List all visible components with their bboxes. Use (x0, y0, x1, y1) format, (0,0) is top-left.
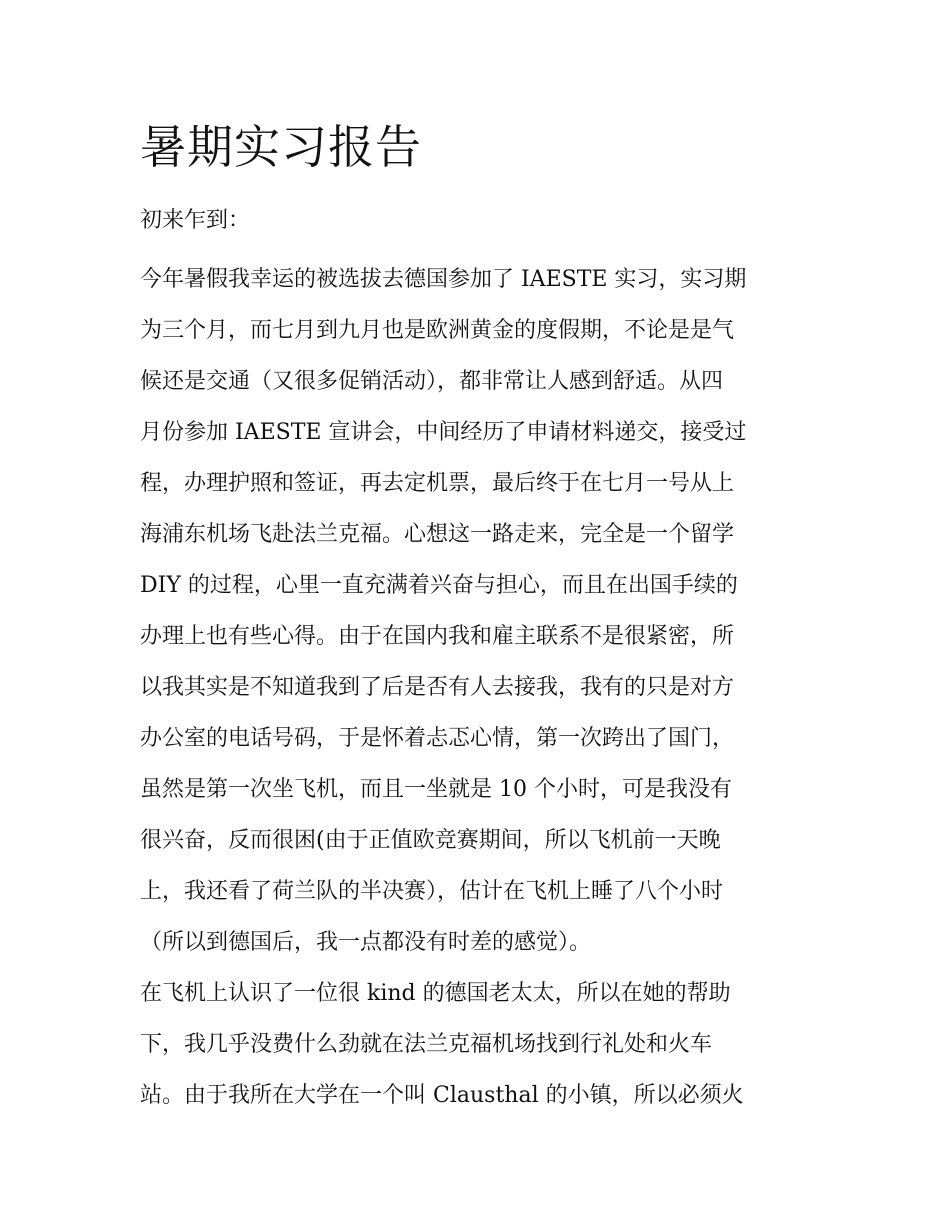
text-line: 程，办理护照和签证，再去定机票，最后终于在七月一号从上 (140, 471, 735, 496)
text-line: 海浦东机场飞赴法兰克福。心想这一路走来，完全是一个留学 (140, 522, 735, 547)
text-line: DIY 的过程，心里一直充满着兴奋与担心，而且在出国手续的 (140, 573, 738, 598)
text-line: 在飞机上认识了一位很 kind 的德国老太太，所以在她的帮助 (140, 981, 731, 1006)
text-line: 办理上也有些心得。由于在国内我和雇主联系不是很紧密，所 (140, 624, 735, 649)
section-heading: 初来乍到： (140, 208, 251, 233)
document-title: 暑期实习报告 (140, 120, 422, 174)
text-line: 很兴奋，反而很困(由于正值欧竞赛期间，所以飞机前一天晚 (140, 828, 721, 853)
text-line: 上，我还看了荷兰队的半决赛），估计在飞机上睡了八个小时 (140, 879, 724, 904)
text-line: 为三个月，而七月到九月也是欧洲黄金的度假期，不论是是气 (140, 318, 735, 343)
text-line: 办公室的电话号码，于是怀着忐忑心情，第一次跨出了国门， (140, 726, 735, 751)
text-line: 月份参加 IAESTE 宣讲会，中间经历了申请材料递交，接受过 (140, 420, 747, 445)
text-line: 今年暑假我幸运的被选拔去德国参加了 IAESTE 实习，实习期 (140, 267, 747, 292)
text-line: 以我其实是不知道我到了后是否有人去接我，我有的只是对方 (140, 675, 735, 700)
document-body (140, 112, 820, 1121)
paragraph-2 (140, 968, 820, 1121)
text-line: 虽然是第一次坐飞机，而且一坐就是 10 个小时，可是我没有 (140, 777, 732, 802)
text-line: 下，我几乎没费什么劲就在法兰克福机场找到行礼处和火车 (140, 1032, 713, 1057)
paragraph-1 (140, 254, 820, 968)
text-line: （所以到德国后，我一点都没有时差的感觉）。 (140, 930, 592, 955)
text-line: 候还是交通（又很多促销活动），都非常让人感到舒适。从四 (140, 369, 724, 394)
text-line: 站。由于我所在大学在一个叫 Clausthal 的小镇，所以必须火 (140, 1083, 744, 1108)
